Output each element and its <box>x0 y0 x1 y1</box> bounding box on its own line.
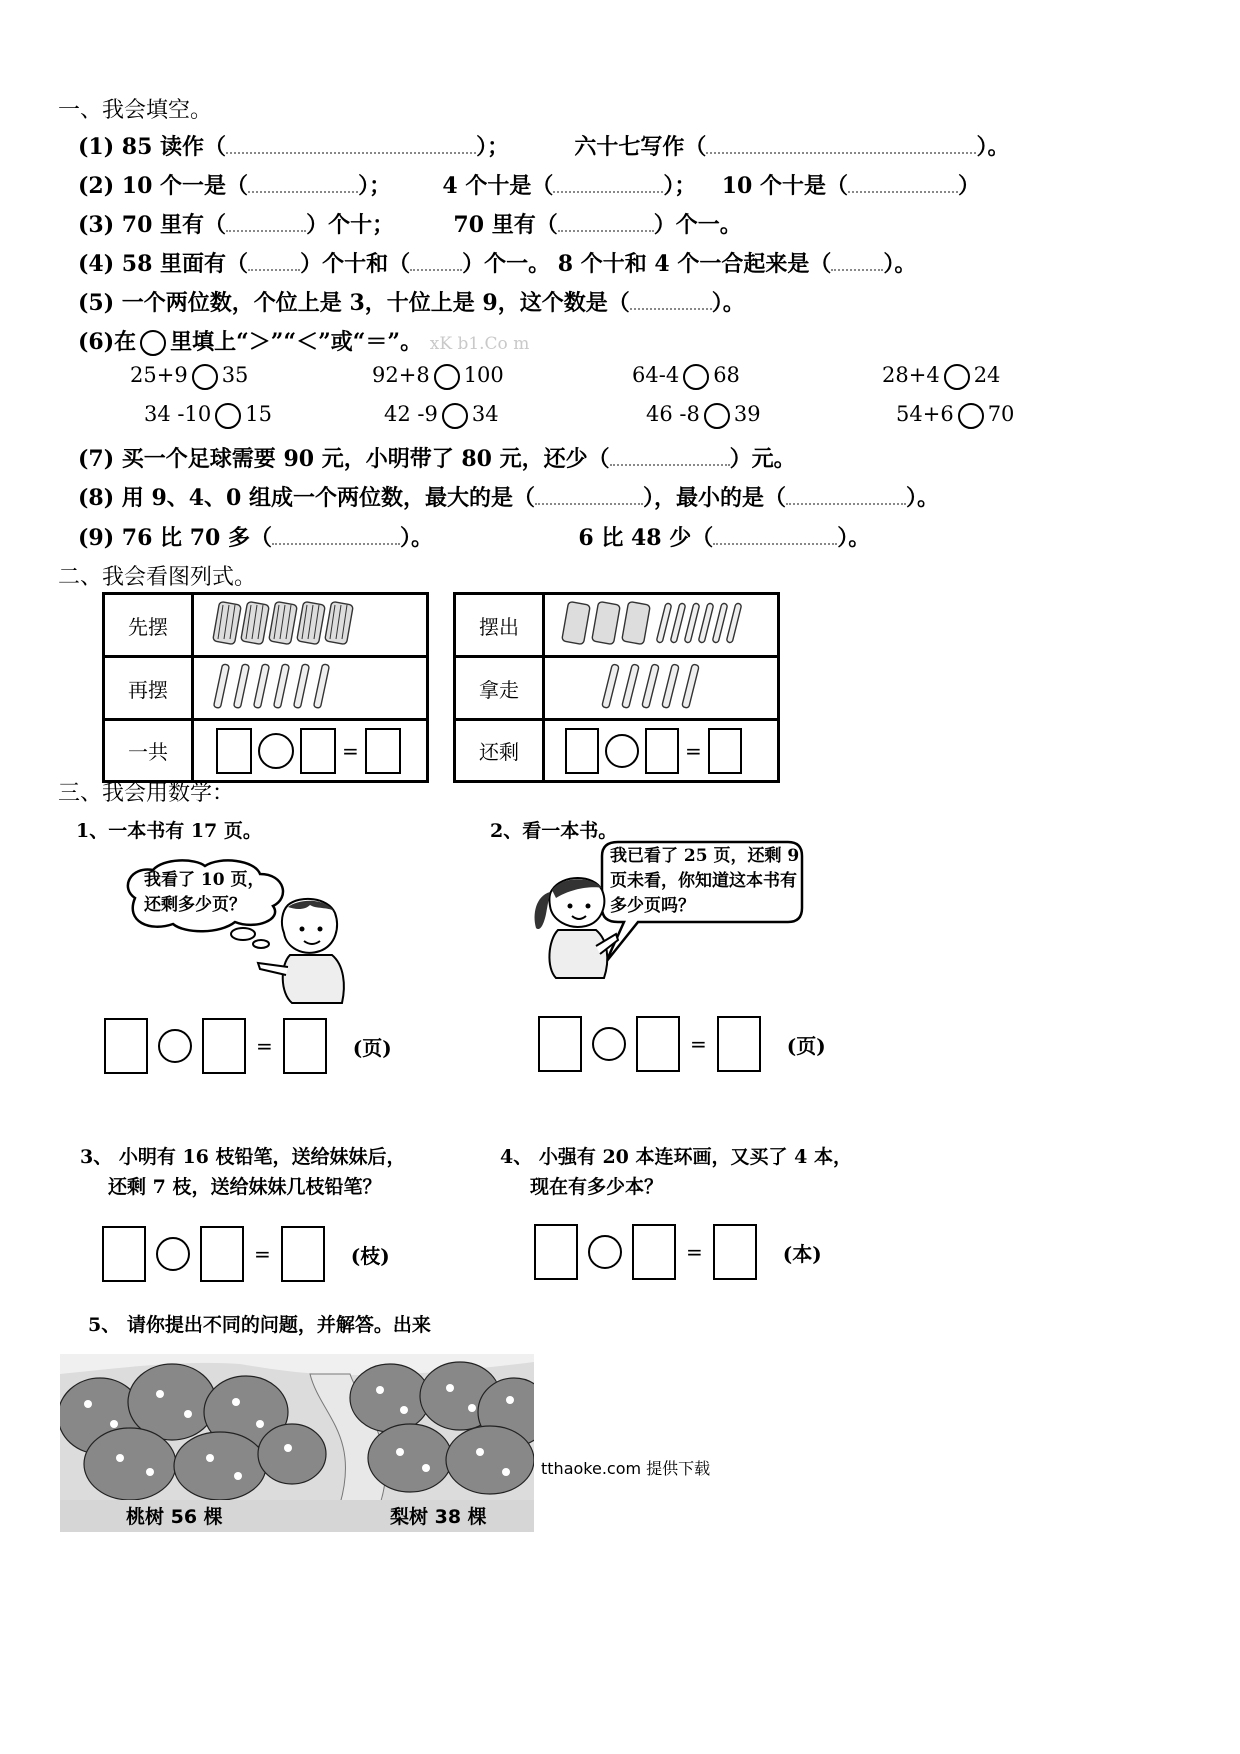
equals-sign: = <box>690 1032 707 1056</box>
single-sticks-image <box>193 657 428 720</box>
answer-box[interactable] <box>365 728 401 774</box>
question-9: (9) 76 比 70 多（ ）。 6 比 48 少（ ）。 <box>78 525 871 551</box>
equation-cell <box>193 720 428 782</box>
answer-box[interactable] <box>534 1224 578 1280</box>
question-3: (3) 70 里有（ ）个十； 70 里有（ ）个一。 <box>78 212 742 238</box>
pear-tree-label: 梨树 38 棵 <box>390 1506 487 1528</box>
compare-circle-icon[interactable] <box>442 403 468 429</box>
answer-box[interactable] <box>636 1016 680 1072</box>
compare-circle-icon[interactable] <box>958 403 984 429</box>
row-label: 一共 <box>104 720 193 782</box>
compare-item: 25+9 35 <box>130 363 248 390</box>
answer-box[interactable] <box>104 1018 148 1074</box>
compare-item: 92+8 100 <box>372 363 504 390</box>
operator-circle[interactable] <box>588 1235 622 1269</box>
question-6: (6)在 里填上“＞”“＜”或“＝”。 xK b1.Co m <box>78 329 530 355</box>
answer-box[interactable] <box>645 728 679 774</box>
answer-box[interactable] <box>538 1016 582 1072</box>
problem-4-text: 4、 小强有 20 本连环画，又买了 4 本， 现在有多少本？ <box>500 1146 852 1198</box>
answer-box[interactable] <box>281 1226 325 1282</box>
answer-box[interactable] <box>632 1224 676 1280</box>
bundles-and-sticks-image <box>544 594 779 657</box>
peach-tree-label: 桃树 56 棵 <box>126 1506 223 1528</box>
operator-circle[interactable] <box>605 734 639 768</box>
thought-bubble-text: 我看了 10 页， 还剩多少页？ <box>144 870 265 915</box>
boy-cartoon-icon <box>250 895 350 1010</box>
compare-item: 64-4 68 <box>632 363 740 390</box>
speech-bubble-text: 我已看了 25 页，还剩 9 页未看，你知道这本书有 多少页吗？ <box>610 846 800 916</box>
problem-1-text: 1、一本书有 17 页。 <box>76 820 262 842</box>
unit-label: (枝) <box>350 1243 390 1268</box>
compare-circle-icon[interactable] <box>215 403 241 429</box>
picture-table-left <box>102 592 429 783</box>
unit-label: (本) <box>782 1241 822 1266</box>
question-8: (8) 用 9、4、0 组成一个两位数，最大的是（ ），最小的是（ ）。 <box>78 485 940 511</box>
row-label: 先摆 <box>104 594 193 657</box>
answer-box[interactable] <box>565 728 599 774</box>
equals-sign: = <box>342 738 359 763</box>
question-5: (5) 一个两位数，个位上是 3，十位上是 9，这个数是（ ）。 <box>78 290 745 316</box>
unit-label: (页) <box>786 1033 826 1058</box>
compare-item: 34 -10 15 <box>144 402 272 429</box>
unit-label: (页) <box>352 1035 392 1060</box>
compare-item: 46 -8 39 <box>646 402 761 429</box>
footer-credit: tthaoke.com 提供下载 <box>541 1459 711 1478</box>
equals-sign: = <box>685 738 702 763</box>
section-1-title: 一、我会填空。 <box>58 98 213 123</box>
compare-item: 28+4 24 <box>882 363 1000 390</box>
equation-row-1 <box>104 1018 392 1074</box>
equals-sign: = <box>256 1034 273 1058</box>
equals-sign: = <box>686 1240 703 1264</box>
question-4: (4) 58 里面有（ ）个十和（ ）个一。 8 个十和 4 个一合起来是（ ）。 <box>78 251 917 277</box>
compare-circle-icon[interactable] <box>683 364 709 390</box>
answer-box[interactable] <box>713 1224 757 1280</box>
answer-box[interactable] <box>200 1226 244 1282</box>
bundles-of-sticks-image <box>193 594 428 657</box>
compare-circle-icon[interactable] <box>944 364 970 390</box>
answer-box[interactable] <box>717 1016 761 1072</box>
orchard-picture <box>60 1354 534 1532</box>
question-1: (1) 85 读作（ ）； 六十七写作（ ）。 <box>78 134 1010 160</box>
answer-box[interactable] <box>216 728 252 774</box>
watermark: xK b1.Co m <box>429 334 530 354</box>
girl-cartoon-icon <box>522 870 622 985</box>
compare-circle-icon[interactable] <box>704 403 730 429</box>
answer-box[interactable] <box>102 1226 146 1282</box>
section-2-title: 二、我会看图列式。 <box>58 565 257 590</box>
problem-5-text: 5、 请你提出不同的问题，并解答。出来 <box>88 1314 431 1336</box>
row-label: 还剩 <box>455 720 544 782</box>
taken-sticks-image <box>544 657 779 720</box>
operator-circle[interactable] <box>258 733 294 769</box>
row-label: 拿走 <box>455 657 544 720</box>
equals-sign: = <box>254 1242 271 1266</box>
operator-circle[interactable] <box>592 1027 626 1061</box>
compare-circle-icon[interactable] <box>192 364 218 390</box>
section-3-title: 三、我会用数学： <box>58 781 235 806</box>
compare-circle-icon[interactable] <box>434 364 460 390</box>
compare-item: 42 -9 34 <box>384 402 499 429</box>
picture-table-right <box>453 592 780 783</box>
compare-item: 54+6 70 <box>896 402 1014 429</box>
equation-row-3 <box>102 1226 390 1282</box>
row-label: 摆出 <box>455 594 544 657</box>
answer-box[interactable] <box>708 728 742 774</box>
operator-circle[interactable] <box>156 1237 190 1271</box>
equation-cell <box>544 720 779 782</box>
equation-row-2 <box>538 1016 826 1072</box>
answer-box[interactable] <box>202 1018 246 1074</box>
question-7: (7) 买一个足球需要 90 元，小明带了 80 元，还少（ ）元。 <box>78 446 796 472</box>
answer-box[interactable] <box>283 1018 327 1074</box>
problem-2-text: 2、看一本书。 <box>490 820 618 842</box>
equation-row-4 <box>534 1224 822 1280</box>
row-label: 再摆 <box>104 657 193 720</box>
question-2: (2) 10 个一是（ ）； 4 个十是（ ）； 10 个十是（ ） <box>78 173 981 199</box>
answer-box[interactable] <box>300 728 336 774</box>
operator-circle[interactable] <box>158 1029 192 1063</box>
problem-3-text: 3、 小明有 16 枝铅笔，送给妹妹后， 还剩 7 枝，送给妹妹几枝铅笔？ <box>80 1146 406 1198</box>
compare-circle-icon <box>140 330 166 356</box>
